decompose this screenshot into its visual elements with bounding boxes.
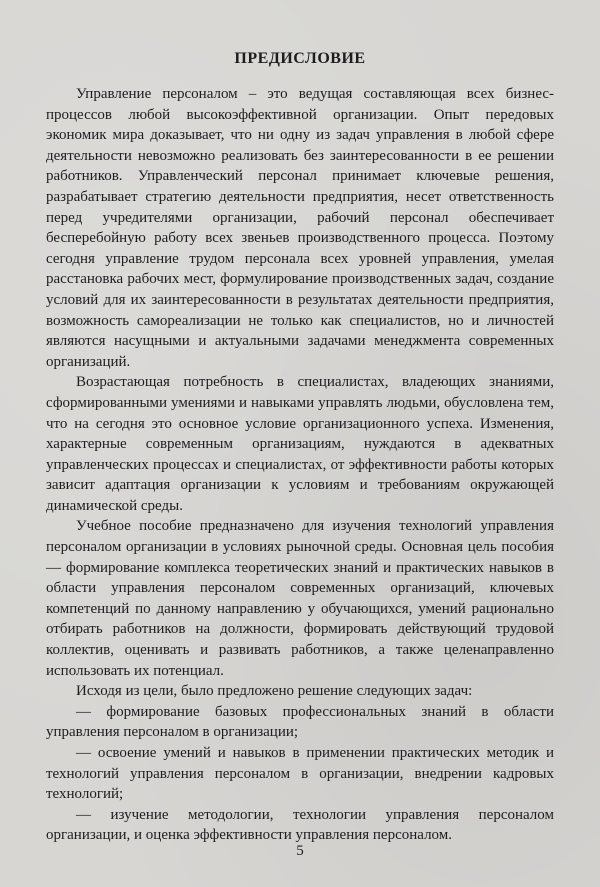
task-item-2: — освоение умений и навыков в применении практических методик и технологий управления персоналом в организации, внедрении кадровых технологий; (46, 745, 554, 803)
paragraph-demand: Возрастающая потребность в специалистах, владеющих знаниями, сформированными умениями и навыками управлять людьми, обусловлена тем, что на сегодня это основное условие организационного успеха. Изменения, характерные современным организациям, нуждаются в адекватных управленческих процессах и специалистах, от эффективности работы которых зависит адаптация организации к условиям и требованиям окружающей динамической среды. (46, 374, 554, 514)
page-title: ПРЕДИСЛОВИЕ (234, 50, 366, 67)
paragraph-purpose: Учебное пособие предназначено для изучения технологий управления персоналом организации в условиях рыночной среды. Основная цель пособия — формирование комплекса теоретических знаний и практических навыков в области управления персоналом современных организаций, ключевых компетенций по данному направлению у обучающихся, умений рационально отбирать работников на должности, формировать действующий трудовой коллектив, оценивать и развивать работников, а также целенаправленно использовать их потенциал. (46, 518, 554, 679)
task-item-3: — изучение методологии, технологии управления персоналом организации, и оценка эффективности управления персоналом. (46, 806, 554, 844)
page-number: 5 (296, 843, 304, 859)
paragraph-intro: Управление персоналом – это ведущая составляющая всех бизнес-процессов любой высокоэффективной организации. Опыт передовых экономик мира доказывает, что ни одну из задач управления в любой сфере деятельности невозможно реализовать без заинтересованности в ее решении работников. Управленческий персонал принимает ключевые решения, разрабатывает стратегию деятельности предприятия, несет ответственность перед учредителями организации, рабочий персонал обеспечивает бесперебойную работу всех звеньев производственного процесса. Поэтому сегодня управление трудом персонала всех уровней управления, умелая расстановка рабочих мест, формулирование производственных задач, создание условий для их заинтересованности в результатах деятельности предприятия, возможность самореализации не только как специалистов, но и личностей являются насущными и актуальными задачами менеджмента современных организаций. (46, 86, 554, 370)
body-text (46, 84, 554, 846)
paragraph-tasks-intro: Исходя из цели, было предложено решение следующих задач: (76, 683, 473, 700)
task-item-1: — формирование базовых профессиональных знаний в области управления персоналом в организации; (46, 703, 554, 741)
